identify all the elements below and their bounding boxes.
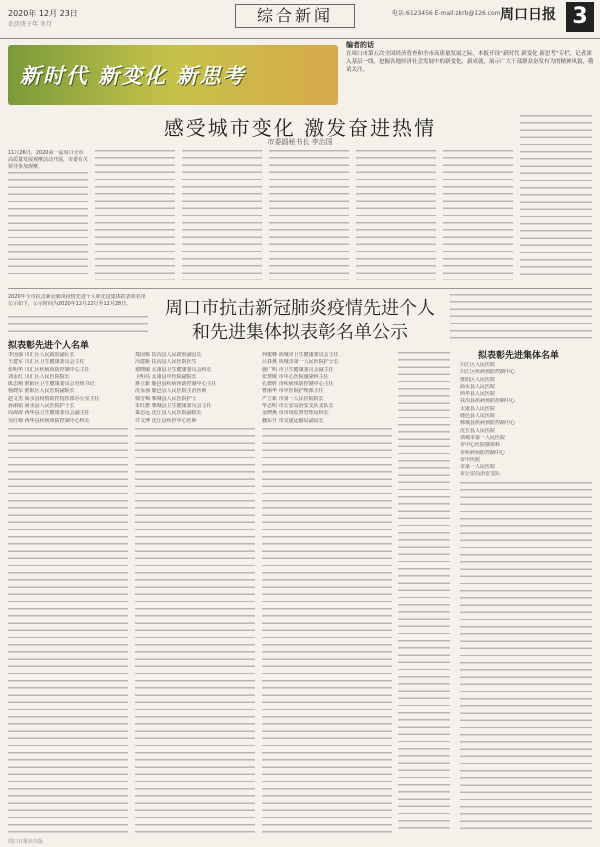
- list-item: 韩雪梅 郸城县人民医院护士: [135, 395, 197, 402]
- list-item: 市中心医院感染科: [460, 442, 501, 449]
- list-item: 朱红旗 郸城县卫生健康委员会主任: [135, 403, 212, 410]
- article-text-block: [356, 150, 436, 280]
- article-headline: 感受城市变化 激发奋进热情: [163, 116, 437, 140]
- list-item: 张明华 川汇区疾病预防控制中心主任: [8, 366, 90, 373]
- list-item: 蒋立新 鹿邑县疾病预防控制中心主任: [135, 381, 217, 388]
- notice-headline-line1: 周口市抗击新冠肺炎疫情先进个人: [165, 298, 435, 319]
- editor-note-body: 在周口市第五次全国经济普查和全市高质量发展之际，本报开设“新时代 新变化 新思考”专栏，记者深入基层一线，挖掘各地经济社会发展中的新变化、新成就，展示广大干部群众奋发有为的精神风貌，敬请关注。: [346, 51, 594, 73]
- list-item: 郸城县疾病预防控制中心: [460, 420, 516, 427]
- list-item: 陈志刚 淮阳区卫生健康委员会党组书记: [8, 381, 95, 388]
- list-item: 冯建新 扶沟县人民医院医生: [135, 359, 197, 366]
- list-item: 市中医院: [460, 456, 481, 463]
- list-item: 沈永强 鹿邑县人民医院主治医师: [135, 388, 207, 395]
- banner-title: 新时代 新变化 新思考: [20, 64, 246, 88]
- list-item: 许文博 沈丘县疾控中心医师: [135, 417, 197, 424]
- list-item: 孙丽娟 商水县人民医院护士长: [8, 403, 75, 410]
- list-item: 川汇区人民医院: [460, 362, 496, 368]
- list-item: 市公安局治安支队: [460, 471, 501, 478]
- list-text-block: [398, 352, 450, 832]
- list-item: 吴红梅 西华县疾病预防控制中心科长: [8, 417, 90, 424]
- article-text-block: [443, 150, 513, 280]
- list-text-block: [8, 428, 128, 833]
- individuals-title: 拟表彰先进个人名单: [8, 341, 90, 351]
- notice-headline-line2: 和先进集体拟表彰名单公示: [192, 322, 408, 343]
- editor-note-title: 编者的话: [346, 41, 374, 49]
- list-item: 金晓燕 市市场监督管理局科长: [262, 410, 329, 417]
- section-divider: [8, 288, 592, 289]
- list-item: 施广明 市卫生健康委员会副主任: [262, 366, 334, 373]
- lunar-date: 农历庚子年 冬月: [8, 21, 52, 28]
- article-text-block: [182, 150, 262, 280]
- notice-intro: 2020年全市抗击新冠肺炎疫情先进个人和先进集体拟表彰名单公示如下，公示时间为2020年12月22日至12月28日。: [8, 294, 146, 308]
- notice-text-block: [450, 294, 592, 344]
- list-item: 太康县人民医院: [460, 405, 496, 412]
- list-text-block: [460, 482, 592, 832]
- list-item: 卫明亮 太康县中医院副院长: [135, 373, 197, 380]
- article-text-block: [269, 150, 349, 280]
- collectives-list: [460, 362, 592, 479]
- list-item: 西华县人民医院: [460, 391, 496, 398]
- page-footer: 周口日报社出版: [8, 839, 44, 845]
- list-item: 鹿邑县人民医院: [460, 413, 496, 420]
- contact-info: 电话:6123456 E-mail:zkrb@126.com: [392, 10, 501, 17]
- list-item: 川汇区疾病预防控制中心: [460, 369, 516, 376]
- list-item: 魏东升 市交通运输局副局长: [262, 417, 324, 424]
- list-item: 市第一人民医院: [460, 464, 496, 471]
- list-item: 杨晓东 淮阳区人民医院副院长: [8, 388, 75, 395]
- list-item: 市疾病预防控制中心: [460, 449, 506, 456]
- list-item: 王建军 川汇区卫生健康委员会主任: [8, 359, 85, 366]
- list-item: 曹丽华 市中医院护理部主任: [262, 388, 324, 395]
- list-item: 何俊峰 项城市卫生健康委员会主任: [262, 352, 339, 358]
- list-item: 张慧敏 市中心医院感染科主任: [262, 373, 329, 380]
- list-item: 赵文杰 商水县疫情防控指挥部办公室主任: [8, 395, 100, 402]
- list-item: 项城市第一人民医院: [460, 434, 506, 441]
- list-item: 孔德胜 市疾病预防控制中心主任: [262, 381, 334, 388]
- article-byline: 市委副秘书长 李治国: [267, 138, 333, 146]
- article-text-block: [520, 115, 592, 280]
- section-title: 综合新闻: [235, 4, 355, 28]
- list-item: 沈丘县人民医院: [460, 427, 496, 434]
- individuals-list-col2: [135, 352, 255, 425]
- notice-text-block: [8, 316, 148, 332]
- list-item: 刘永红 川汇区人民医院院长: [8, 373, 70, 380]
- list-item: 吕春燕 项城市第一人民医院护士长: [262, 359, 339, 366]
- list-item: 李国强 川汇区人民政府副区长: [8, 352, 75, 358]
- article-lead: 11月26日，2020第一届周口全市高质量发展观摩活动开展，市委有关领导参加观摩。: [8, 150, 88, 171]
- list-text-block: [262, 428, 392, 833]
- list-item: 华志明 市公安局治安支队支队长: [262, 403, 334, 410]
- notice-headline: [155, 297, 445, 345]
- individuals-list-col3: [262, 352, 392, 425]
- list-item: 淮阳区人民医院: [460, 376, 496, 383]
- list-item: 郑国栋 扶沟县人民政府副县长: [135, 352, 202, 358]
- article-text-block: [8, 172, 88, 280]
- page-number: 3: [566, 2, 594, 32]
- collectives-title: 拟表彰先进集体名单: [478, 351, 560, 361]
- article-text-block: [95, 150, 175, 280]
- issue-date: 2020年 12月 23日: [8, 9, 78, 18]
- list-item: 扶沟县疾病预防控制中心: [460, 398, 516, 405]
- list-item: 周海涛 西华县卫生健康委员会副主任: [8, 410, 90, 417]
- list-item: 商水县人民医院: [460, 383, 496, 390]
- list-item: 秦志远 沈丘县人民医院副院长: [135, 410, 202, 417]
- list-item: 褚晓敏 太康县卫生健康委员会科长: [135, 366, 212, 373]
- newspaper-logo: 周口日报: [500, 7, 556, 23]
- individuals-list-col1: [8, 352, 128, 425]
- list-text-block: [135, 428, 255, 833]
- list-item: 严立新 市第一人民医院院长: [262, 395, 324, 402]
